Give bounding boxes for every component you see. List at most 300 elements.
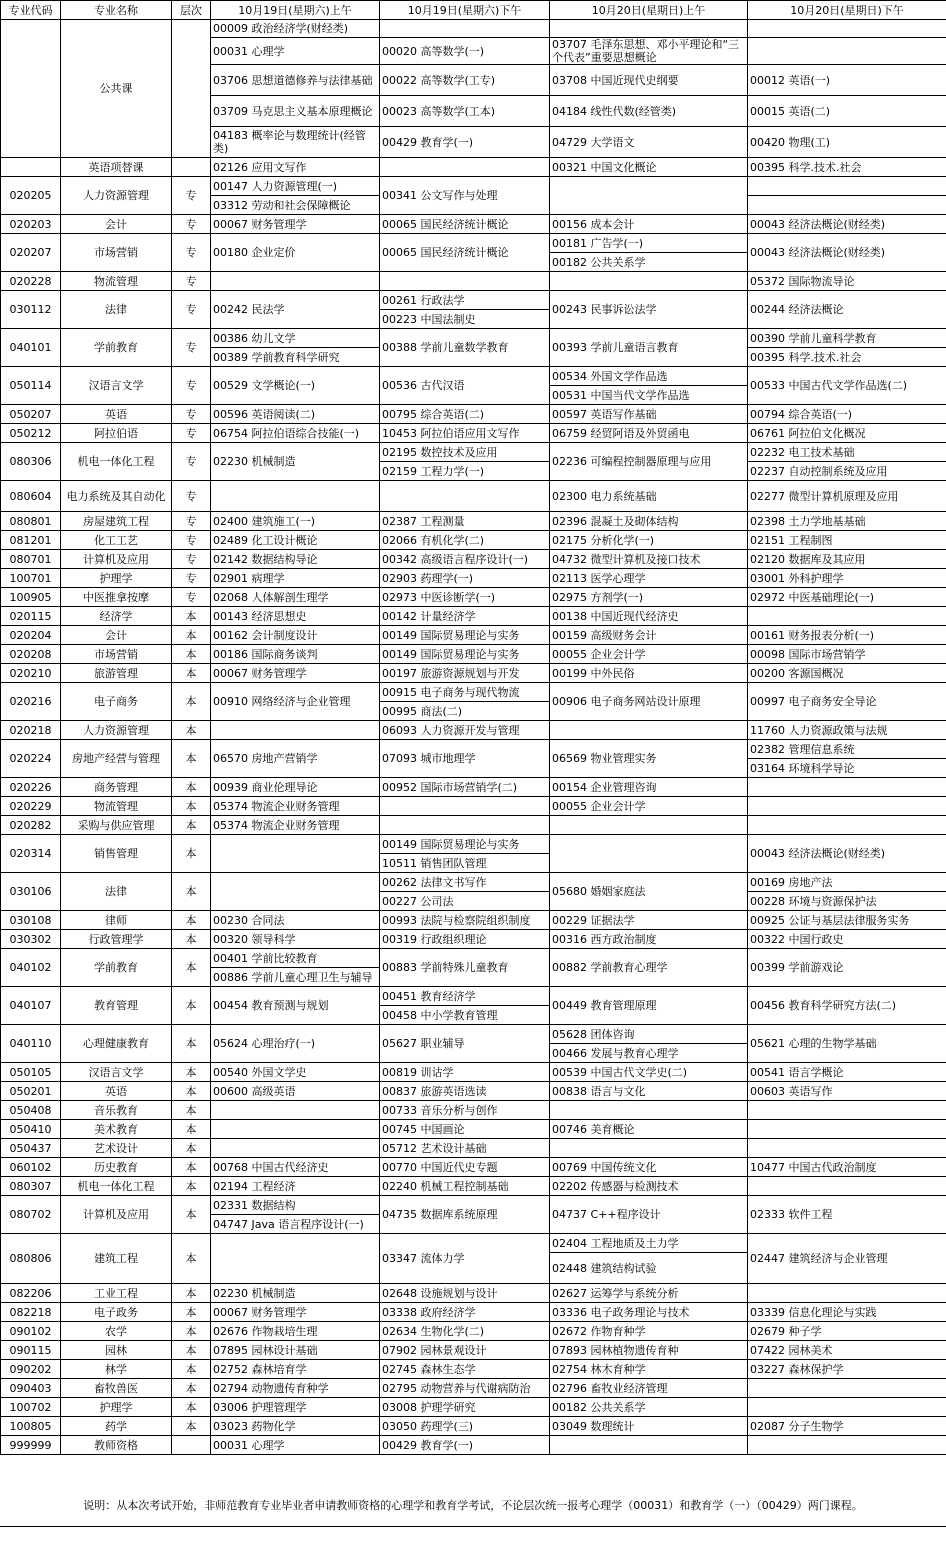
course-cell: 05712 艺术设计基础 [380, 1139, 550, 1158]
course-cell [748, 1101, 946, 1120]
major-code-cell: 050114 [1, 367, 61, 405]
table-row [1, 1234, 946, 1253]
table-row [1, 177, 946, 196]
course-cell: 00883 学前特殊儿童教育 [380, 949, 550, 987]
column-header: 专业名称 [61, 1, 172, 20]
course-cell: 00770 中国近代史专题 [380, 1158, 550, 1177]
course-cell: 02230 机械制造 [211, 1284, 380, 1303]
course-cell: 00149 国际贸易理论与实务 [380, 645, 550, 664]
course-cell: 03706 思想道德修养与法律基础 [211, 65, 380, 96]
level-cell: 专 [172, 550, 211, 569]
level-cell: 本 [172, 1398, 211, 1417]
course-cell: 00390 学前儿童科学教育 [748, 329, 946, 348]
major-name-cell: 旅游管理 [61, 664, 172, 683]
course-cell: 02679 种子学 [748, 1322, 946, 1341]
course-cell: 00745 中国画论 [380, 1120, 550, 1139]
course-cell: 00320 领导科学 [211, 930, 380, 949]
course-cell: 03336 电子政务理论与技术 [550, 1303, 748, 1322]
course-cell: 00915 电子商务与现代物流 [380, 683, 550, 702]
course-cell: 02400 建筑施工(一) [211, 512, 380, 531]
major-name-cell: 公共课 [61, 20, 172, 158]
course-cell: 02672 作物育种学 [550, 1322, 748, 1341]
major-code-cell: 040110 [1, 1025, 61, 1063]
major-name-cell: 护理学 [61, 569, 172, 588]
level-cell: 本 [172, 1196, 211, 1234]
course-cell [211, 873, 380, 911]
course-cell [748, 1436, 946, 1455]
column-header: 层次 [172, 1, 211, 20]
major-code-cell: 020210 [1, 664, 61, 683]
course-cell: 07893 园林植物遗传育种 [550, 1341, 748, 1360]
course-cell: 07902 园林景观设计 [380, 1341, 550, 1360]
course-cell: 05624 心理治疗(一) [211, 1025, 380, 1063]
course-cell: 00995 商法(二) [380, 702, 550, 721]
table-row [1, 1360, 946, 1379]
table-row [1, 481, 946, 512]
footnote: 说明：从本次考试开始，非师范教育专业毕业者申请教师资格的心理学和教育学考试，不论层次统一报考心理学（00031）和教育学（一）（00429）两门课程。 [0, 1486, 946, 1527]
level-cell: 专 [172, 272, 211, 291]
major-name-cell: 计算机及应用 [61, 550, 172, 569]
major-code-cell: 020229 [1, 797, 61, 816]
course-cell: 02195 数控技术及应用 [380, 443, 550, 462]
major-name-cell: 电力系统及其自动化 [61, 481, 172, 512]
course-cell: 02142 数据结构导论 [211, 550, 380, 569]
course-cell: 00322 中国行政史 [748, 930, 946, 949]
course-cell: 06093 人力资源开发与管理 [380, 721, 550, 740]
column-header: 专业代码 [1, 1, 61, 20]
level-cell: 专 [172, 405, 211, 424]
level-cell: 专 [172, 215, 211, 234]
level-cell [172, 158, 211, 177]
level-cell [172, 20, 211, 158]
major-code-cell: 100905 [1, 588, 61, 607]
course-cell: 02752 森林培育学 [211, 1360, 380, 1379]
course-cell: 04183 概率论与数理统计(经管类) [211, 127, 380, 158]
course-cell [748, 607, 946, 626]
level-cell: 本 [172, 1158, 211, 1177]
major-name-cell: 计算机及应用 [61, 1196, 172, 1234]
course-cell [550, 816, 748, 835]
course-cell: 00399 学前游戏论 [748, 949, 946, 987]
course-cell: 00401 学前比较教育 [211, 949, 380, 968]
major-code-cell: 080806 [1, 1234, 61, 1284]
major-name-cell: 畜牧兽医 [61, 1379, 172, 1398]
level-cell: 本 [172, 1082, 211, 1101]
major-code-cell [1, 20, 61, 158]
major-name-cell: 护理学 [61, 1398, 172, 1417]
table-row [1, 1379, 946, 1398]
course-cell: 02087 分子生物学 [748, 1417, 946, 1436]
course-cell: 00541 语言学概论 [748, 1063, 946, 1082]
course-cell: 03709 马克思主义基本原理概论 [211, 96, 380, 127]
major-code-cell: 030302 [1, 930, 61, 949]
major-name-cell: 化工工艺 [61, 531, 172, 550]
course-cell: 00952 国际市场营销学(二) [380, 778, 550, 797]
course-cell: 00533 中国古代文学作品选(二) [748, 367, 946, 405]
course-cell: 00180 企业定价 [211, 234, 380, 272]
course-cell: 00819 训诂学 [380, 1063, 550, 1082]
table-row [1, 949, 946, 968]
table-row [1, 424, 946, 443]
course-cell: 00022 高等数学(工专) [380, 65, 550, 96]
major-name-cell: 英语 [61, 1082, 172, 1101]
course-cell: 00043 经济法概论(财经类) [748, 835, 946, 873]
level-cell: 专 [172, 291, 211, 329]
course-cell [380, 20, 550, 38]
course-cell: 02382 管理信息系统 [748, 740, 946, 759]
course-cell: 00341 公文写作与处理 [380, 177, 550, 215]
major-name-cell: 会计 [61, 215, 172, 234]
course-cell: 00596 英语阅读(二) [211, 405, 380, 424]
course-cell [550, 177, 748, 215]
major-code-cell: 020207 [1, 234, 61, 272]
major-code-cell: 081201 [1, 531, 61, 550]
course-cell: 00540 外国文学史 [211, 1063, 380, 1082]
course-cell: 00169 房地产法 [748, 873, 946, 892]
course-cell: 02627 运筹学与系统分析 [550, 1284, 748, 1303]
course-cell: 00993 法院与检察院组织制度 [380, 911, 550, 930]
level-cell: 本 [172, 778, 211, 797]
column-header: 10月19日(星期六)上午 [211, 1, 380, 20]
major-code-cell: 030106 [1, 873, 61, 911]
table-row [1, 683, 946, 702]
course-cell: 02159 工程力学(一) [380, 462, 550, 481]
major-name-cell: 电子政务 [61, 1303, 172, 1322]
level-cell: 本 [172, 626, 211, 645]
course-cell: 06569 物业管理实务 [550, 740, 748, 778]
table-row [1, 20, 946, 38]
major-code-cell: 020216 [1, 683, 61, 721]
course-cell: 00065 国民经济统计概论 [380, 234, 550, 272]
course-cell: 00012 英语(一) [748, 65, 946, 96]
course-cell: 00043 经济法概论(财经类) [748, 234, 946, 272]
course-cell: 00529 文学概论(一) [211, 367, 380, 405]
course-cell: 02796 畜牧业经济管理 [550, 1379, 748, 1398]
level-cell: 本 [172, 1341, 211, 1360]
level-cell: 本 [172, 683, 211, 721]
level-cell: 本 [172, 987, 211, 1025]
table-row [1, 291, 946, 310]
table-row [1, 1082, 946, 1101]
course-cell: 00768 中国古代经济史 [211, 1158, 380, 1177]
major-name-cell: 机电一体化工程 [61, 443, 172, 481]
course-cell: 00316 西方政治制度 [550, 930, 748, 949]
course-cell [748, 20, 946, 38]
major-code-cell: 020204 [1, 626, 61, 645]
course-cell: 02648 设施规划与设计 [380, 1284, 550, 1303]
major-name-cell: 机电一体化工程 [61, 1177, 172, 1196]
major-code-cell: 020115 [1, 607, 61, 626]
course-cell: 02120 数据库及其应用 [748, 550, 946, 569]
course-cell [380, 272, 550, 291]
course-cell: 03707 毛泽东思想、邓小平理论和“三个代表”重要思想概论 [550, 38, 748, 65]
course-cell [748, 1120, 946, 1139]
course-cell: 03023 药物化学 [211, 1417, 380, 1436]
course-cell: 03338 政府经济学 [380, 1303, 550, 1322]
course-cell: 03339 信息化理论与实践 [748, 1303, 946, 1322]
major-code-cell: 050437 [1, 1139, 61, 1158]
major-code-cell: 080701 [1, 550, 61, 569]
level-cell: 专 [172, 588, 211, 607]
course-cell: 00600 高级英语 [211, 1082, 380, 1101]
course-cell: 00242 民法学 [211, 291, 380, 329]
major-name-cell: 市场营销 [61, 234, 172, 272]
major-code-cell: 050201 [1, 1082, 61, 1101]
course-cell: 00531 中国当代文学作品选 [550, 386, 748, 405]
table-row [1, 1322, 946, 1341]
major-code-cell [1, 158, 61, 177]
course-cell: 00031 心理学 [211, 1436, 380, 1455]
course-cell: 00838 语言与文化 [550, 1082, 748, 1101]
major-name-cell: 园林 [61, 1341, 172, 1360]
course-cell [211, 721, 380, 740]
header-row [1, 1, 946, 20]
course-cell: 00067 财务管理学 [211, 664, 380, 683]
major-code-cell: 050212 [1, 424, 61, 443]
course-cell [550, 835, 748, 873]
major-name-cell: 中医推拿按摩 [61, 588, 172, 607]
major-name-cell: 商务管理 [61, 778, 172, 797]
course-cell: 02387 工程测量 [380, 512, 550, 531]
major-name-cell: 房地产经营与管理 [61, 740, 172, 778]
major-name-cell: 法律 [61, 873, 172, 911]
course-cell: 00733 音乐分析与创作 [380, 1101, 550, 1120]
major-code-cell: 030108 [1, 911, 61, 930]
major-code-cell: 082218 [1, 1303, 61, 1322]
course-cell: 02202 传感器与检测技术 [550, 1177, 748, 1196]
level-cell: 专 [172, 443, 211, 481]
course-cell: 00910 网络经济与企业管理 [211, 683, 380, 721]
major-name-cell: 人力资源管理 [61, 177, 172, 215]
course-cell: 00200 客源国概况 [748, 664, 946, 683]
course-cell: 00321 中国文化概论 [550, 158, 748, 177]
major-code-cell: 090202 [1, 1360, 61, 1379]
table-row [1, 531, 946, 550]
course-cell: 00319 行政组织理论 [380, 930, 550, 949]
course-cell [550, 721, 748, 740]
course-cell [211, 481, 380, 512]
major-code-cell: 040107 [1, 987, 61, 1025]
course-cell: 02754 林木育种学 [550, 1360, 748, 1379]
course-cell: 03347 流体力学 [380, 1234, 550, 1284]
course-cell: 00182 公共关系学 [550, 253, 748, 272]
course-cell: 00065 国民经济统计概论 [380, 215, 550, 234]
course-cell: 05372 国际物流导论 [748, 272, 946, 291]
table-row [1, 1101, 946, 1120]
course-cell: 00142 计量经济学 [380, 607, 550, 626]
course-cell: 00794 综合英语(一) [748, 405, 946, 424]
course-cell: 02975 方剂学(一) [550, 588, 748, 607]
course-cell: 00886 学前儿童心理卫生与辅导 [211, 968, 380, 987]
course-cell: 02194 工程经济 [211, 1177, 380, 1196]
course-cell: 07093 城市地理学 [380, 740, 550, 778]
column-header: 10月19日(星期六)下午 [380, 1, 550, 20]
course-cell [748, 778, 946, 797]
course-cell [380, 158, 550, 177]
course-cell: 00043 经济法概论(财经类) [748, 215, 946, 234]
major-code-cell: 050105 [1, 1063, 61, 1082]
major-name-cell: 英语 [61, 405, 172, 424]
course-cell: 02066 有机化学(二) [380, 531, 550, 550]
major-code-cell: 020226 [1, 778, 61, 797]
course-cell [211, 272, 380, 291]
major-code-cell: 080604 [1, 481, 61, 512]
course-cell: 06761 阿拉伯文化概况 [748, 424, 946, 443]
table-row [1, 234, 946, 253]
course-cell [748, 1379, 946, 1398]
course-cell [748, 1139, 946, 1158]
course-cell: 10477 中国古代政治制度 [748, 1158, 946, 1177]
course-cell: 00143 经济思想史 [211, 607, 380, 626]
level-cell: 本 [172, 740, 211, 778]
course-cell: 00162 会计制度设计 [211, 626, 380, 645]
level-cell: 专 [172, 234, 211, 272]
major-name-cell: 英语项替课 [61, 158, 172, 177]
table-row [1, 987, 946, 1006]
course-cell: 00386 幼儿文学 [211, 329, 380, 348]
course-cell: 02745 森林生态学 [380, 1360, 550, 1379]
course-cell: 02232 电工技术基础 [748, 443, 946, 462]
table-row [1, 1398, 946, 1417]
level-cell: 本 [172, 1379, 211, 1398]
course-cell: 02175 分析化学(一) [550, 531, 748, 550]
course-cell: 02634 生物化学(二) [380, 1322, 550, 1341]
course-cell: 00534 外国文学作品选 [550, 367, 748, 386]
level-cell: 专 [172, 424, 211, 443]
major-name-cell: 汉语言文学 [61, 367, 172, 405]
course-cell: 04735 数据库系统原理 [380, 1196, 550, 1234]
course-cell: 02795 动物营养与代谢病防治 [380, 1379, 550, 1398]
major-code-cell: 080306 [1, 443, 61, 481]
level-cell: 本 [172, 1120, 211, 1139]
major-name-cell: 工业工程 [61, 1284, 172, 1303]
course-cell: 00023 高等数学(工本) [380, 96, 550, 127]
course-cell: 00429 教育学(一) [380, 127, 550, 158]
course-cell: 00262 法律文书写作 [380, 873, 550, 892]
major-code-cell: 050207 [1, 405, 61, 424]
major-code-cell: 040102 [1, 949, 61, 987]
course-cell: 00138 中国近现代经济史 [550, 607, 748, 626]
major-code-cell: 030112 [1, 291, 61, 329]
level-cell: 本 [172, 835, 211, 873]
course-cell [211, 1234, 380, 1284]
table-row [1, 405, 946, 424]
course-cell: 00795 综合英语(二) [380, 405, 550, 424]
course-cell: 05374 物流企业财务管理 [211, 797, 380, 816]
table-row [1, 797, 946, 816]
table-row [1, 550, 946, 569]
table-row [1, 1139, 946, 1158]
course-cell: 00454 教育预测与规划 [211, 987, 380, 1025]
major-name-cell: 林学 [61, 1360, 172, 1379]
course-cell: 00393 学前儿童语言教育 [550, 329, 748, 367]
table-row [1, 873, 946, 892]
course-cell: 00186 国际商务谈判 [211, 645, 380, 664]
course-cell: 00451 教育经济学 [380, 987, 550, 1006]
level-cell: 本 [172, 949, 211, 987]
course-cell: 00769 中国传统文化 [550, 1158, 748, 1177]
major-code-cell: 020314 [1, 835, 61, 873]
major-name-cell: 律师 [61, 911, 172, 930]
major-code-cell: 060102 [1, 1158, 61, 1177]
course-cell: 04184 线性代数(经管类) [550, 96, 748, 127]
table-row [1, 272, 946, 291]
major-name-cell: 药学 [61, 1417, 172, 1436]
level-cell: 本 [172, 1177, 211, 1196]
table-row [1, 816, 946, 835]
table-row [1, 1158, 946, 1177]
course-cell: 00055 企业会计学 [550, 797, 748, 816]
course-cell: 00466 发展与教育心理学 [550, 1044, 748, 1063]
course-cell [380, 816, 550, 835]
course-cell [748, 1284, 946, 1303]
table-row [1, 512, 946, 531]
course-cell [380, 481, 550, 512]
course-cell: 03049 数理统计 [550, 1417, 748, 1436]
course-cell: 10453 阿拉伯语应用文写作 [380, 424, 550, 443]
course-cell [748, 1398, 946, 1417]
course-cell: 02300 电力系统基础 [550, 481, 748, 512]
level-cell: 专 [172, 367, 211, 405]
course-cell: 04729 大学语文 [550, 127, 748, 158]
level-cell: 本 [172, 1284, 211, 1303]
course-cell: 03050 药理学(三) [380, 1417, 550, 1436]
major-name-cell: 教育管理 [61, 987, 172, 1025]
course-cell: 00009 政治经济学(财经类) [211, 20, 380, 38]
course-cell: 00837 旅游英语选读 [380, 1082, 550, 1101]
course-cell: 00342 高级语言程序设计(一) [380, 550, 550, 569]
level-cell: 专 [172, 531, 211, 550]
major-name-cell: 学前教育 [61, 329, 172, 367]
course-cell: 00395 科学.技术.社会 [748, 158, 946, 177]
course-cell: 00067 财务管理学 [211, 1303, 380, 1322]
major-code-cell: 020205 [1, 177, 61, 215]
table-row [1, 443, 946, 462]
level-cell: 本 [172, 1360, 211, 1379]
level-cell: 本 [172, 1322, 211, 1341]
course-cell: 11760 人力资源政策与法规 [748, 721, 946, 740]
course-cell [380, 797, 550, 816]
course-cell [550, 20, 748, 38]
major-name-cell: 行政管理学 [61, 930, 172, 949]
course-cell: 02277 微型计算机原理及应用 [748, 481, 946, 512]
course-cell: 02333 软件工程 [748, 1196, 946, 1234]
course-cell: 00882 学前教育心理学 [550, 949, 748, 987]
table-row [1, 1177, 946, 1196]
course-cell: 02240 机械工程控制基础 [380, 1177, 550, 1196]
major-code-cell: 090102 [1, 1322, 61, 1341]
course-cell: 00055 企业会计学 [550, 645, 748, 664]
major-name-cell: 学前教育 [61, 949, 172, 987]
table-row [1, 835, 946, 854]
course-cell: 00597 英语写作基础 [550, 405, 748, 424]
major-name-cell: 教师资格 [61, 1436, 172, 1455]
course-cell: 02448 建筑结构试验 [550, 1253, 748, 1284]
major-name-cell: 建筑工程 [61, 1234, 172, 1284]
course-cell: 00746 美育概论 [550, 1120, 748, 1139]
course-cell [748, 177, 946, 196]
course-cell: 00149 国际贸易理论与实务 [380, 626, 550, 645]
course-cell: 02901 病理学 [211, 569, 380, 588]
level-cell: 本 [172, 1101, 211, 1120]
level-cell [172, 1436, 211, 1455]
major-name-cell: 汉语言文学 [61, 1063, 172, 1082]
course-cell: 00243 民事诉讼法学 [550, 291, 748, 329]
course-cell: 02396 混凝土及砌体结构 [550, 512, 748, 531]
course-cell: 00197 旅游资源规划与开发 [380, 664, 550, 683]
course-cell: 00244 经济法概论 [748, 291, 946, 329]
course-cell: 02972 中医基础理论(一) [748, 588, 946, 607]
